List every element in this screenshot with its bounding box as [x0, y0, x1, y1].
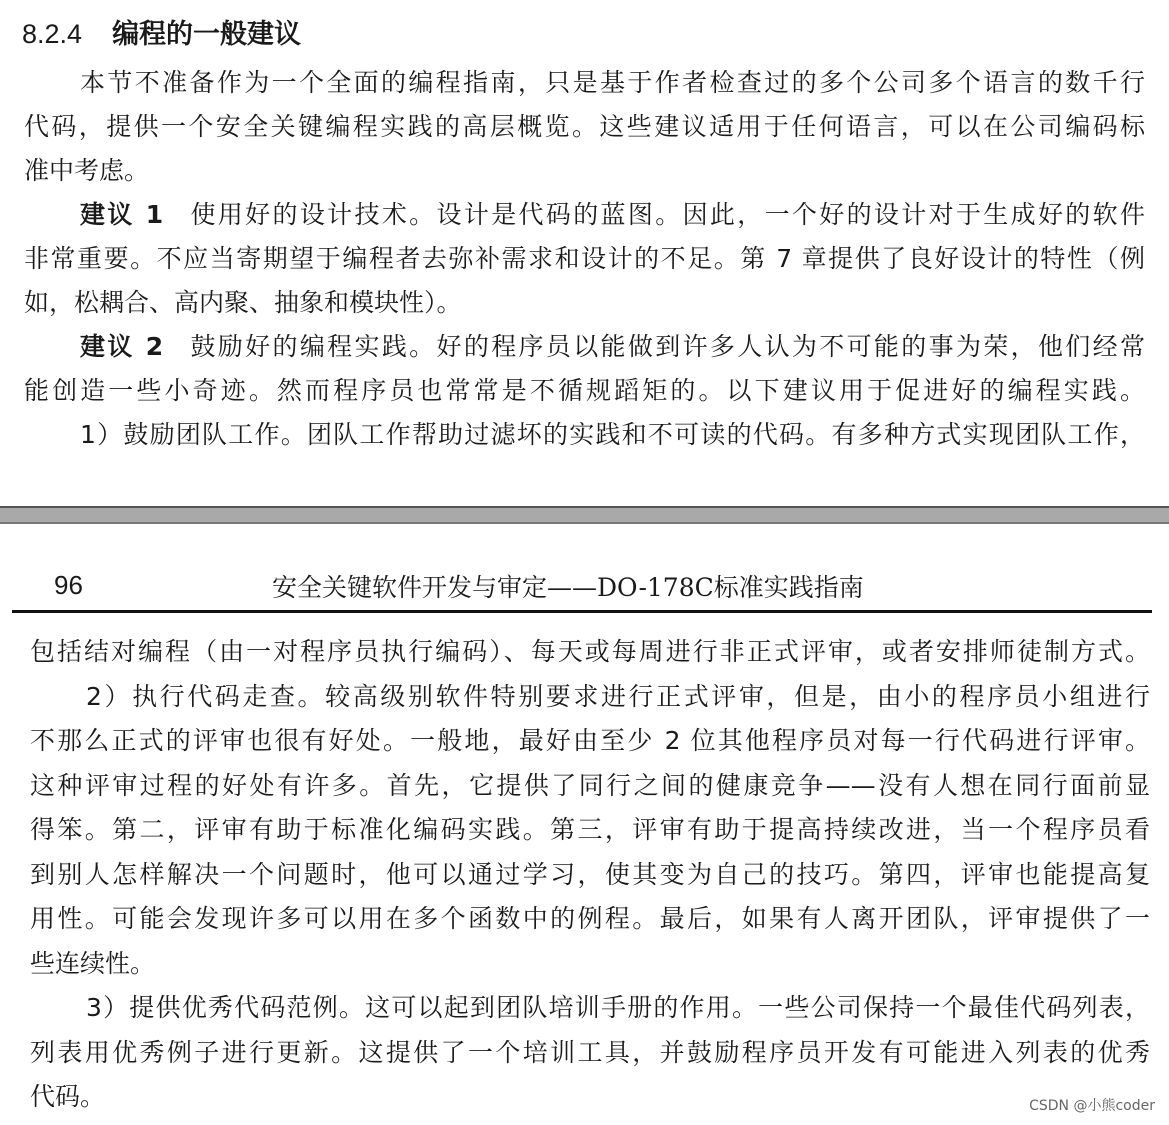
text-line: [30, 1036, 1150, 1070]
line-text: 代码。: [30, 1082, 106, 1111]
bottom-page-fragment: [0, 528, 1169, 1125]
running-header-title: 安全关键软件开发与审定——DO-178C标准实践指南: [272, 573, 864, 602]
line-text: 包括结对编程（由一对程序员执行编码）、每天或每周进行非正式评审，或者安排师徒制方式。: [30, 637, 1150, 666]
line-text: 列表用优秀例子进行更新。这提供了一个培训工具，并鼓励程序员开发有可能进入列表的优秀: [30, 1037, 1150, 1067]
text-line: [30, 902, 1150, 936]
text-line: [30, 635, 1150, 669]
line-text: 鼓励好的编程实践。好的程序员以能做到许多人认为不可能的事为荣，他们经常: [188, 332, 1145, 361]
line-text: 准中考虑。: [24, 156, 150, 185]
watermark: CSDN @小熊coder: [1029, 1098, 1155, 1114]
text-line: [24, 242, 1145, 276]
line-text: 使用好的设计技术。设计是代码的蓝图。因此，一个好的设计对于生成好的软件: [188, 200, 1145, 229]
header-rule: [12, 610, 1152, 613]
recommendation-label: 建议 1: [80, 200, 164, 229]
line-text: 不那么正式的评审也很有好处。一般地，最好由至少 2 位其他程序员对每一行代码进行评审。: [30, 726, 1150, 755]
line-text: 代码，提供一个安全关键编程实践的高层概览。这些建议适用于任何语言，可以在公司编码标: [24, 112, 1145, 141]
line-text: 得笨。第二，评审有助于标准化编码实践。第三，评审有助于提高持续改进，当一个程序员看: [30, 815, 1150, 844]
line-text: 3）提供优秀代码范例。这可以起到团队培训手册的作用。一些公司保持一个最佳代码列表，: [86, 993, 1150, 1022]
text-line: [80, 198, 1145, 232]
top-page-fragment: [0, 0, 1169, 500]
section-number: 8.2.4: [22, 19, 83, 49]
text-line: [30, 813, 1150, 847]
page-break-divider: [0, 506, 1169, 524]
line-text: 到别人怎样解决一个问题时，他可以通过学习，使其变为自己的技巧。第四，评审也能提高复: [30, 859, 1150, 889]
line-text: 2）执行代码走查。较高级别软件特别要求进行正式评审，但是，由小的程序员小组进行: [86, 681, 1150, 711]
section-title: 编程的一般建议: [112, 19, 302, 50]
line-text: 如，松耦合、高内聚、抽象和模块性）。: [24, 288, 462, 317]
text-line: [80, 418, 1145, 452]
text-line: [24, 286, 462, 320]
line-text: 用性。可能会发现许多可以用在多个函数中的例程。最后，如果有人离开团队，评审提供了一: [30, 904, 1150, 933]
page-number: 96: [54, 570, 83, 600]
text-line: [24, 374, 1145, 408]
line-text: 能创造一些小奇迹。然而程序员也常常是不循规蹈矩的。以下建议用于促进好的编程实践。: [24, 376, 1145, 405]
text-line: [24, 110, 1145, 144]
text-line: [86, 680, 1150, 714]
text-line: [24, 154, 149, 188]
line-text: 些连续性。: [30, 948, 156, 978]
line-text: 本节不准备作为一个全面的编程指南，只是基于作者检查过的多个公司多个语言的数千行: [80, 68, 1145, 97]
text-line: [30, 724, 1150, 758]
text-line: [30, 947, 155, 981]
text-line: [30, 858, 1150, 892]
section-heading: [22, 12, 301, 51]
line-text: 非常重要。不应当寄期望于编程者去弥补需求和设计的不足。第 7 章提供了良好设计的特性（例: [24, 244, 1145, 273]
text-line: [30, 1080, 105, 1114]
recommendation-label: 建议 2: [80, 332, 164, 361]
text-line: [80, 66, 1145, 100]
line-text: 1）鼓励团队工作。团队工作帮助过滤坏的实践和不可读的代码。有多种方式实现团队工作，: [80, 420, 1145, 449]
text-line: [86, 991, 1150, 1025]
text-line: [30, 769, 1150, 803]
line-text: 这种评审过程的好处有许多。首先，它提供了同行之间的健康竞争——没有人想在同行面前显: [30, 770, 1150, 800]
text-line: [80, 330, 1145, 364]
